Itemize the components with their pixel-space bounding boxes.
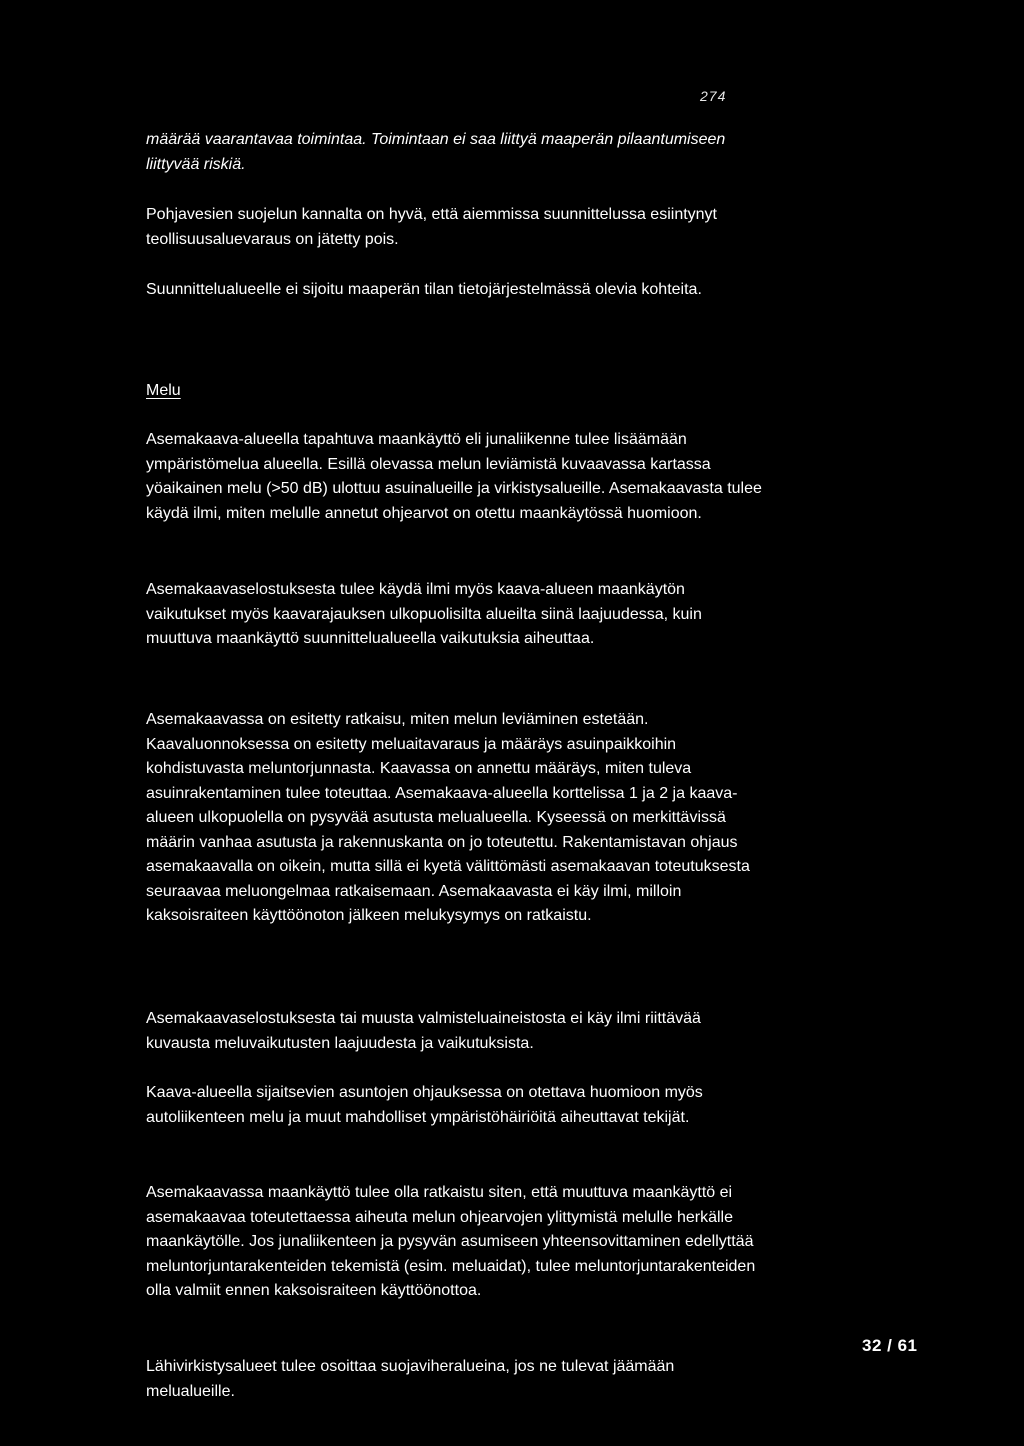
paragraph-noise-solution: Asemakaavassa on esitetty ratkaisu, miten melun leviäminen estetään. Kaavaluonnoksessa on esitetty meluaitavaraus ja määräys asuinpaikkoihin kohdistuvasta meluntorjunnasta. Kaavassa on annettu määräys, miten tuleva asuinrakentaminen tulee toteuttaa. Asemakaava-alueella korttelissa 1 ja 2 ja kaava-alueen ulkopuolella on pysyvää asutusta melualueella. Kyseessä on merkittävissä määrin vanhaa asutusta ja rakennuskanta on jo toteutettu. Rakentamistavan ohjaus asemakaavalla on oikein, mutta sillä ei kyetä välittömästi asemakaavan toteutuksesta seuraavaa meluongelmaa ratkaisemaan. Asemakaavasta ei käy ilmi, milloin kaksoisraiteen käyttöönoton jälkeen melukysymys on ratkaistu. <box>146 711 750 924</box>
paragraph-road-noise: Kaava-alueella sijaitsevien asuntojen ohjauksessa on otettava huomioon myös autoliikenteen melu ja muut mahdolliset ympäristöhäiriöitä aiheuttavat tekijät. <box>146 1084 703 1126</box>
paragraph-noise-impact: Asemakaava-alueella tapahtuva maankäyttö eli junaliikenne tulee lisäämään ympäristömelua alueella. Esillä olevassa melun leviämistä kuvaavassa kartassa yöaikainen melu (>50 dB) ulottuu asuinalueille ja virkistysalueille. Asemakaavasta tulee käydä ilmi, miten melulle annetut ohjearvot on otettu maankäytössä huomioon. <box>146 431 762 522</box>
section-heading-melu: Melu <box>146 382 181 399</box>
paragraph-recreation-areas: Lähivirkistysalueet tulee osoittaa suojaviheralueina, jos ne tulevat jäämään melualueille. <box>146 1358 675 1400</box>
paragraph-soil-database: Suunnittelualueelle ei sijoitu maaperän tilan tietojärjestelmässä olevia kohteita. <box>146 281 702 298</box>
paragraph-noise-description: Asemakaavaselostuksesta tai muusta valmisteluaineistosta ei käy ilmi riittävää kuvausta meluvaikutusten laajuudesta ja vaikutuksista. <box>146 1010 701 1052</box>
page-stamp: 274 <box>700 88 727 104</box>
paragraph-intro-continued: määrää vaarantavaa toimintaa. Toimintaan ei saa liittyä maaperän pilaantumiseen liittyvää riskiä. <box>146 131 726 173</box>
page-number: 32 / 61 <box>862 1336 918 1355</box>
paragraph-land-use-noise: Asemakaavassa maankäyttö tulee olla ratkaistu siten, että muuttuva maankäyttö ei asemakaavaa toteutettaessa aiheuta melun ohjearvojen ylittymistä melulle herkälle maankäytölle. Jos junaliikenteen ja pysyvän asumiseen yhteensovittaminen edellyttää meluntorjuntarakenteiden tekemistä (esim. meluaidat), tulee meluntorjuntarakenteiden olla valmiit ennen kaksoisraiteen käyttöönottoa. <box>146 1184 756 1299</box>
paragraph-groundwater: Pohjavesien suojelun kannalta on hyvä, että aiemmissa suunnittelussa esiintynyt teollisuusaluevaraus on jätetty pois. <box>146 206 717 248</box>
paragraph-noise-extent: Asemakaavaselostuksesta tulee käydä ilmi myös kaava-alueen maankäytön vaikutukset myös kaavarajauksen ulkopuolisilta alueilta siinä laajuudessa, kuin muuttuva maankäyttö suunnittelualueella vaikutuksia aiheuttaa. <box>146 581 702 647</box>
